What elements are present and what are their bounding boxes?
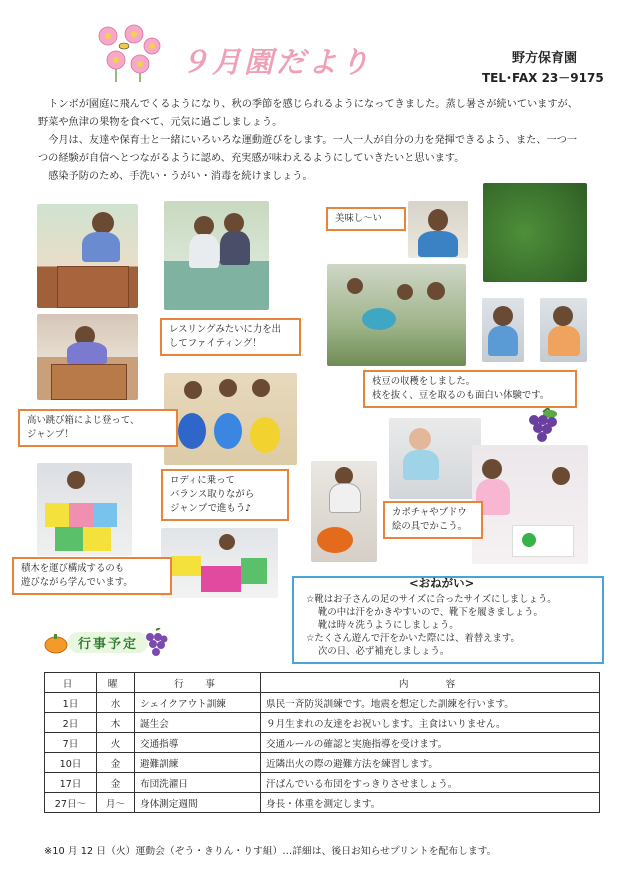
- event-cell: シェイクアウト訓練: [135, 693, 261, 713]
- caption-delicious: [326, 207, 406, 231]
- grapes-illustration: [526, 408, 560, 444]
- intro-text: [38, 96, 586, 186]
- intro-paragraph: 感染予防のため、手洗い・うがい・消毒を続けましょう。: [48, 171, 313, 182]
- grapes-icon: [144, 628, 168, 660]
- footnote: ※10 月 12 日（火）運動会（ぞう・きりん・りす組）…詳細は、後日お知らせプリントを配布します。: [44, 846, 497, 857]
- event-cell: 避難訓練: [135, 753, 261, 773]
- caption-line: 枝を抜く、豆を取るのも面白い体験です。: [372, 390, 550, 401]
- details-cell: ９月生まれの友達をお祝いします。主食はいりません。: [261, 713, 600, 733]
- caption-line: 枝豆の収穫をしました。: [372, 376, 476, 387]
- caption-line: してファイティング！: [169, 338, 262, 349]
- request-line: 次の日、必ず補充しましょう。: [318, 646, 450, 657]
- photo-blocks: [37, 463, 132, 556]
- caption-edamame: [363, 370, 577, 408]
- weekday-cell: 木: [97, 713, 135, 733]
- caption-line: カボチャやブドウ: [392, 507, 467, 518]
- event-cell: 誕生会: [135, 713, 261, 733]
- photo-baby-painting: [389, 418, 481, 499]
- phone-fax: TEL･FAX 23－9175: [482, 71, 604, 85]
- weekday-cell: 水: [97, 693, 135, 713]
- date-cell: 27日～: [45, 793, 97, 813]
- photo-child-smiling: [540, 298, 587, 362]
- request-line: 靴の中は汗をかきやすいので、靴下を履きましょう。: [318, 607, 543, 618]
- caption-jump-box: [18, 409, 178, 447]
- table-header-row: [45, 673, 600, 693]
- event-cell: 布団洗濯日: [135, 773, 261, 793]
- date-cell: 17日: [45, 773, 97, 793]
- date-cell: 2日: [45, 713, 97, 733]
- request-body: [306, 593, 557, 658]
- caption-painting: [383, 501, 483, 539]
- column-header: 曜: [97, 673, 135, 693]
- event-cell: 身体測定週間: [135, 793, 261, 813]
- date-cell: 1日: [45, 693, 97, 713]
- event-cell: 交通指導: [135, 733, 261, 753]
- photo-wrestling: [164, 201, 269, 310]
- photo-pumpkin-painting: [311, 461, 377, 562]
- table-row: [45, 753, 600, 773]
- column-header: 内 容: [261, 673, 600, 693]
- caption-line: 積木を運び構成するのも: [21, 563, 125, 574]
- caption-blocks: [12, 557, 172, 595]
- photo-climbing-box: [37, 314, 138, 400]
- newsletter-title: ９月園だより: [180, 45, 373, 79]
- details-cell: 県民一斉防災訓練です。地震を想定した訓練を行います。: [261, 693, 600, 713]
- photo-eating: [408, 201, 468, 258]
- request-title: <おねがい>: [409, 576, 475, 590]
- photo-edamame-plants: [483, 183, 587, 282]
- schedule-table: [44, 672, 600, 813]
- date-cell: 10日: [45, 753, 97, 773]
- caption-line: 遊びながら学んでいます。: [21, 577, 133, 588]
- weekday-cell: 火: [97, 733, 135, 753]
- photo-blocks-building: [161, 528, 278, 598]
- photo-edamame-harvest: [327, 264, 466, 366]
- table-row: [45, 793, 600, 813]
- caption-line: ロディに乗って: [170, 475, 235, 486]
- intro-paragraph: 今月は、友達や保育士と一緒にいろいろな運動遊びをします。一人一人が自分の力を発揮できるよう、また、一つ一つの経験が自信へとつながるように認め、充実感が味わえるようにしていきたいと思います。: [38, 135, 578, 164]
- caption-line: バランス取りながら: [170, 489, 255, 500]
- column-header: 日: [45, 673, 97, 693]
- weekday-cell: 月～: [97, 793, 135, 813]
- details-cell: 身長・体重を測定します。: [261, 793, 600, 813]
- photo-jumping-box: [37, 204, 138, 308]
- nursery-name: 野方保育園: [512, 51, 578, 66]
- weekday-cell: 金: [97, 773, 135, 793]
- request-line: ☆靴はお子さんの足のサイズに合ったサイズにしましょう。: [306, 594, 557, 605]
- photo-child-holding-beans: [482, 298, 524, 362]
- request-line: 靴は時々洗うようにしましょう。: [318, 620, 459, 631]
- details-cell: 汗ばんでいる布団をすっきりさせましょう。: [261, 773, 600, 793]
- weekday-cell: 金: [97, 753, 135, 773]
- caption-wrestling: [160, 318, 301, 356]
- pumpkin-icon: [44, 632, 68, 654]
- column-header: 行 事: [135, 673, 261, 693]
- table-row: [45, 713, 600, 733]
- request-box: [292, 576, 604, 664]
- caption-line: 美味し～い: [335, 213, 382, 224]
- caption-line: 絵の具でかこう。: [392, 521, 468, 532]
- caption-line: ジャンプで進もう♪: [170, 503, 252, 514]
- details-cell: 交通ルールの確認と実施指導を受けます。: [261, 733, 600, 753]
- caption-rody: [161, 469, 289, 521]
- table-row: [45, 733, 600, 753]
- caption-line: ジャンプ！: [27, 429, 74, 440]
- details-cell: 近隣出火の際の避難方法を練習します。: [261, 753, 600, 773]
- date-cell: 7日: [45, 733, 97, 753]
- schedule-label: 行事予定: [68, 632, 148, 653]
- table-row: [45, 693, 600, 713]
- intro-paragraph: トンボが園庭に飛んでくるようになり、秋の季節を感じられるようになってきました。蒸し暑さが続いていますが、野菜や魚津の果物を食べて、元気に過ごしましょう。: [38, 99, 578, 128]
- caption-line: 高い跳び箱によじ登って、: [27, 415, 140, 426]
- photo-grape-painting: [472, 445, 588, 564]
- request-line: ☆たくさん遊んで汗をかいた際には、着替えます。: [306, 633, 520, 644]
- table-row: [45, 773, 600, 793]
- photo-rody-horses: [164, 373, 297, 465]
- caption-line: レスリングみたいに力を出: [169, 324, 282, 335]
- flowers-illustration: [94, 24, 164, 84]
